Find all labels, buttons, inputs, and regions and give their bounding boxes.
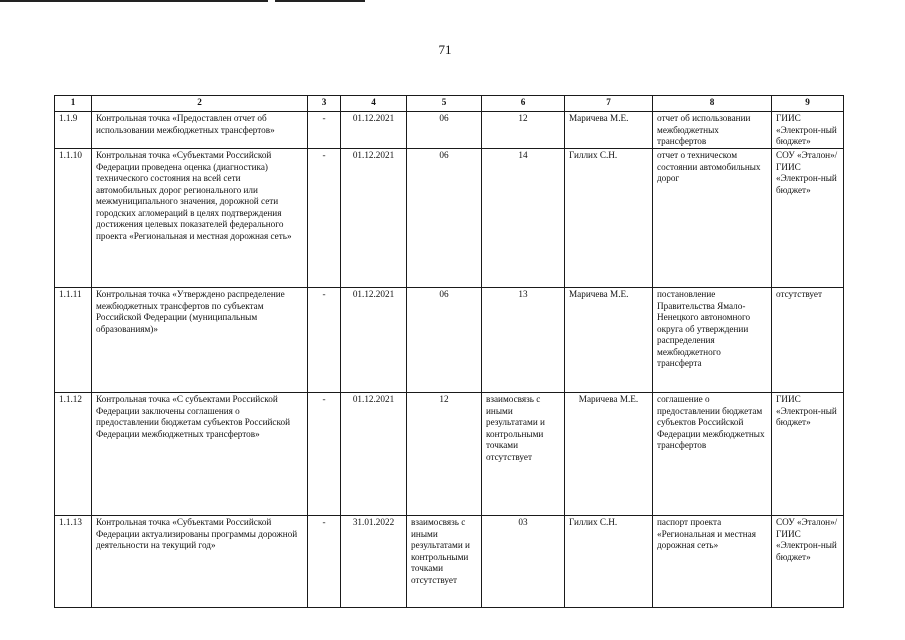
base-value: - (308, 393, 341, 516)
column-header: 9 (772, 96, 844, 112)
responsible-person: Маричева М.Е. (565, 112, 653, 149)
predecessor-ref: 06 (407, 112, 482, 149)
column-header: 6 (482, 96, 565, 112)
responsible-person: Маричева М.Е. (565, 393, 653, 516)
column-header: 3 (308, 96, 341, 112)
info-system: СОУ «Эталон»/ ГИИС «Электрон-ный бюджет» (772, 149, 844, 288)
row-number: 1.1.13 (55, 516, 92, 608)
deadline-date: 01.12.2021 (341, 112, 407, 149)
result-document: постановление Правительства Ямало-Ненецкого автономного округа об утверждении распределения межбюджетного трансферта (653, 288, 772, 393)
column-header: 5 (407, 96, 482, 112)
checkpoints-table (54, 95, 844, 608)
checkpoint-name: Контрольная точка «Предоставлен отчет об использовании межбюджетных трансфертов» (92, 112, 308, 149)
base-value: - (308, 288, 341, 393)
result-document: отчет об использовании межбюджетных трансфертов (653, 112, 772, 149)
info-system: ГИИС «Электрон-ный бюджет» (772, 393, 844, 516)
checkpoint-name: Контрольная точка «С субъектами Российской Федерации заключены соглашения о предоставлении бюджетам субъектов Российской Федерации межбюджетных трансфертов» (92, 393, 308, 516)
predecessor-ref: 06 (407, 149, 482, 288)
top-rule-left (0, 0, 268, 2)
deadline-date: 31.01.2022 (341, 516, 407, 608)
successor-ref: 12 (482, 112, 565, 149)
row-number: 1.1.10 (55, 149, 92, 288)
successor-ref: 03 (482, 516, 565, 608)
info-system: СОУ «Эталон»/ ГИИС «Электрон-ный бюджет» (772, 516, 844, 608)
table-row (55, 112, 844, 149)
successor-ref: взаимосвязь с иными результатами и контрольными точками отсутствует (482, 393, 565, 516)
table-row (55, 288, 844, 393)
info-system: ГИИС «Электрон-ный бюджет» (772, 112, 844, 149)
row-number: 1.1.12 (55, 393, 92, 516)
info-system: отсутствует (772, 288, 844, 393)
page-number: 71 (438, 42, 452, 57)
responsible-person: Маричева М.Е. (565, 288, 653, 393)
checkpoint-name: Контрольная точка «Субъектами Российской Федерации проведена оценка (диагностика) технического состояния на всей сети автомобильных дорог регионального или межмуниципального значения, дорожной сети городских агломераций в целях подтверждения достижения целевых показателей федерального проекта «Региональная и местная дорожная сеть» (92, 149, 308, 288)
successor-ref: 13 (482, 288, 565, 393)
column-header: 2 (92, 96, 308, 112)
column-header: 8 (653, 96, 772, 112)
result-document: соглашение о предоставлении бюджетам субъектов Российской Федерации межбюджетных трансфертов (653, 393, 772, 516)
deadline-date: 01.12.2021 (341, 393, 407, 516)
table-row (55, 393, 844, 516)
column-header: 1 (55, 96, 92, 112)
deadline-date: 01.12.2021 (341, 288, 407, 393)
predecessor-ref: 12 (407, 393, 482, 516)
successor-ref: 14 (482, 149, 565, 288)
checkpoint-name: Контрольная точка «Субъектами Российской Федерации актуализированы программы дорожной деятельности на текущий год» (92, 516, 308, 608)
base-value: - (308, 149, 341, 288)
top-rule-right (275, 0, 365, 2)
row-number: 1.1.11 (55, 288, 92, 393)
predecessor-ref: взаимосвязь с иными результатами и контрольными точками отсутствует (407, 516, 482, 608)
column-header: 4 (341, 96, 407, 112)
row-number: 1.1.9 (55, 112, 92, 149)
deadline-date: 01.12.2021 (341, 149, 407, 288)
responsible-person: Гиллих С.Н. (565, 516, 653, 608)
checkpoint-name: Контрольная точка «Утверждено распределение межбюджетных трансфертов по субъектам Российской Федерации (муниципальным образованиям)» (92, 288, 308, 393)
header-row (55, 96, 844, 112)
table-row (55, 149, 844, 288)
predecessor-ref: 06 (407, 288, 482, 393)
base-value: - (308, 112, 341, 149)
responsible-person: Гиллих С.Н. (565, 149, 653, 288)
base-value: - (308, 516, 341, 608)
result-document: отчет о техническом состоянии автомобильных дорог (653, 149, 772, 288)
table-row (55, 516, 844, 608)
result-document: паспорт проекта «Региональная и местная дорожная сеть» (653, 516, 772, 608)
column-header: 7 (565, 96, 653, 112)
